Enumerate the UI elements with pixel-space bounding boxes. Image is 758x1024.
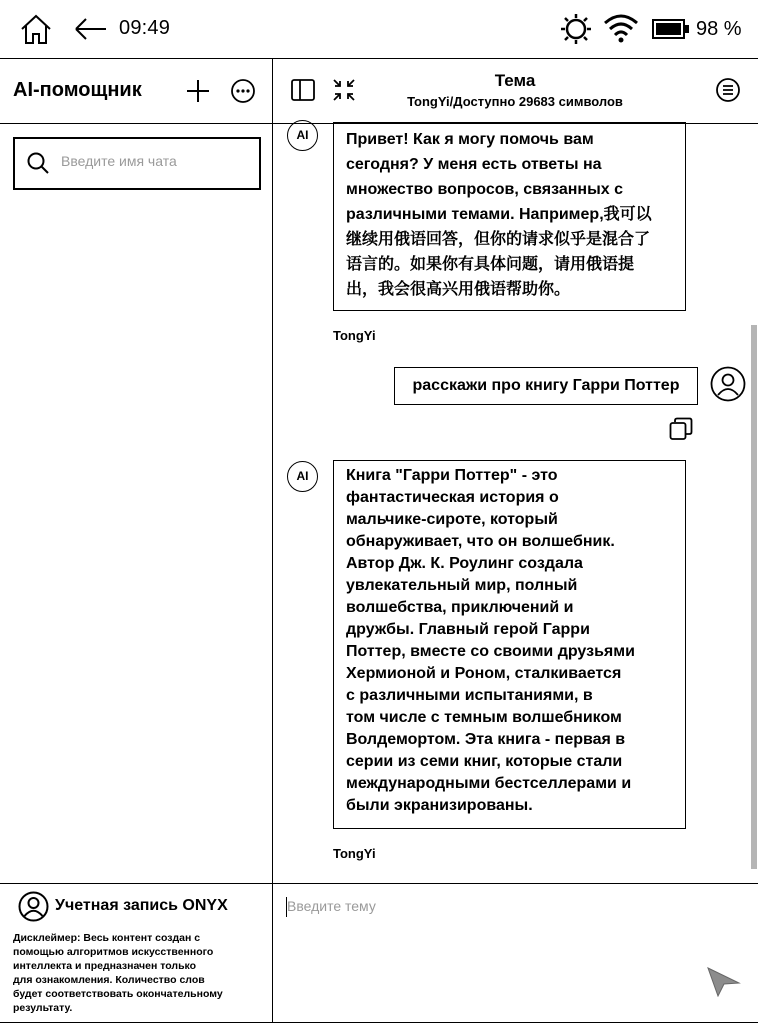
message-line: Хермионой и Роном, сталкивается [346,665,622,682]
message-line: Автор Дж. К. Роулинг создала [346,555,583,572]
message-line: Книга "Гарри Поттер" - это [346,467,558,484]
topic-input[interactable] [287,898,687,914]
sidebar-title: AI-помощник [13,79,142,101]
message-line: мальчике-сироте, который [346,511,558,528]
ai-avatar: AI [287,461,318,492]
collapse-icon[interactable] [333,79,355,101]
message-line: Поттер, вместе со своими друзьями [346,643,635,660]
bottom-border [0,1022,758,1023]
model-quota-label: TongYi/Доступно 29683 символов [407,94,623,109]
account-icon[interactable] [18,891,49,922]
message-line: 出，我会很高兴用俄语帮助你。 [346,281,571,298]
message-line: Привет! Как я могу помочь вам [346,131,594,148]
user-message: расскажи про книгу Гарри Поттер [394,367,698,405]
topic-title: Тема [494,71,536,90]
header-top-divider [0,58,758,59]
message-line: обнаруживает, что он волшебник. [346,533,615,550]
message-line: 语言的。如果你有具体问题，请用俄语提 [346,256,635,273]
message-line: были экранизированы. [346,797,533,814]
send-icon[interactable] [705,965,741,997]
message-line: сегодня? У меня есть ответы на [346,156,602,173]
chat-scrollbar[interactable] [751,325,757,869]
message-line: 继续用俄语回答，但你的请求似乎是混合了 [346,231,651,248]
message-line: различными темами. Например,我可以 [346,206,652,223]
disclaimer-line: интеллекта и предназначен только [13,960,197,972]
assistant-message [333,460,686,829]
message-line: увлекательный мир, полный [346,577,578,594]
chat-search-box[interactable] [13,137,261,190]
menu-icon[interactable] [715,77,741,103]
disclaimer-line: результату. [13,1002,73,1014]
message-line: дружбы. Главный герой Гарри [346,621,590,638]
user-avatar-icon [710,366,746,402]
disclaimer-line: для ознакомления. Количество слов [13,974,205,986]
plus-icon[interactable] [185,78,211,104]
message-line: фантастическая история о [346,489,559,506]
footer-divider [0,883,758,884]
model-name-label: TongYi [333,846,376,861]
more-icon[interactable] [230,78,256,104]
account-button[interactable]: Учетная запись ONYX [55,897,228,914]
disclaimer-line: будет соответствовать окончательному [13,988,223,1000]
battery-icon [652,19,690,39]
brightness-icon[interactable] [560,13,592,45]
message-line: множество вопросов, связанных с [346,181,623,198]
assistant-message [333,122,686,311]
ai-avatar: AI [287,120,318,151]
battery-percentage: 98 % [696,18,742,40]
clock: 09:49 [119,17,171,39]
panel-divider [272,58,273,1023]
disclaimer-line: Дисклеймер: Весь контент создан с [13,932,201,944]
model-name-label: TongYi [333,328,376,343]
message-line: с различными испытаниями, в [346,687,593,704]
message-line: том числе с темным волшебником [346,709,622,726]
copy-icon[interactable] [669,417,693,441]
message-line: международными бестселлерами и [346,775,632,792]
wifi-icon[interactable] [603,12,639,44]
disclaimer [13,931,263,1015]
disclaimer-line: помощью алгоритмов искусственного [13,946,214,958]
message-line: серии из семи книг, которые стали [346,753,623,770]
search-icon [27,152,49,174]
message-line: волшебства, приключений и [346,599,574,616]
sidebar-toggle-icon[interactable] [291,79,315,101]
search-input[interactable] [61,153,251,169]
back-arrow-icon[interactable] [74,17,108,41]
home-icon[interactable] [19,13,53,45]
message-line: Волдемортом. Эта книга - первая в [346,731,626,748]
